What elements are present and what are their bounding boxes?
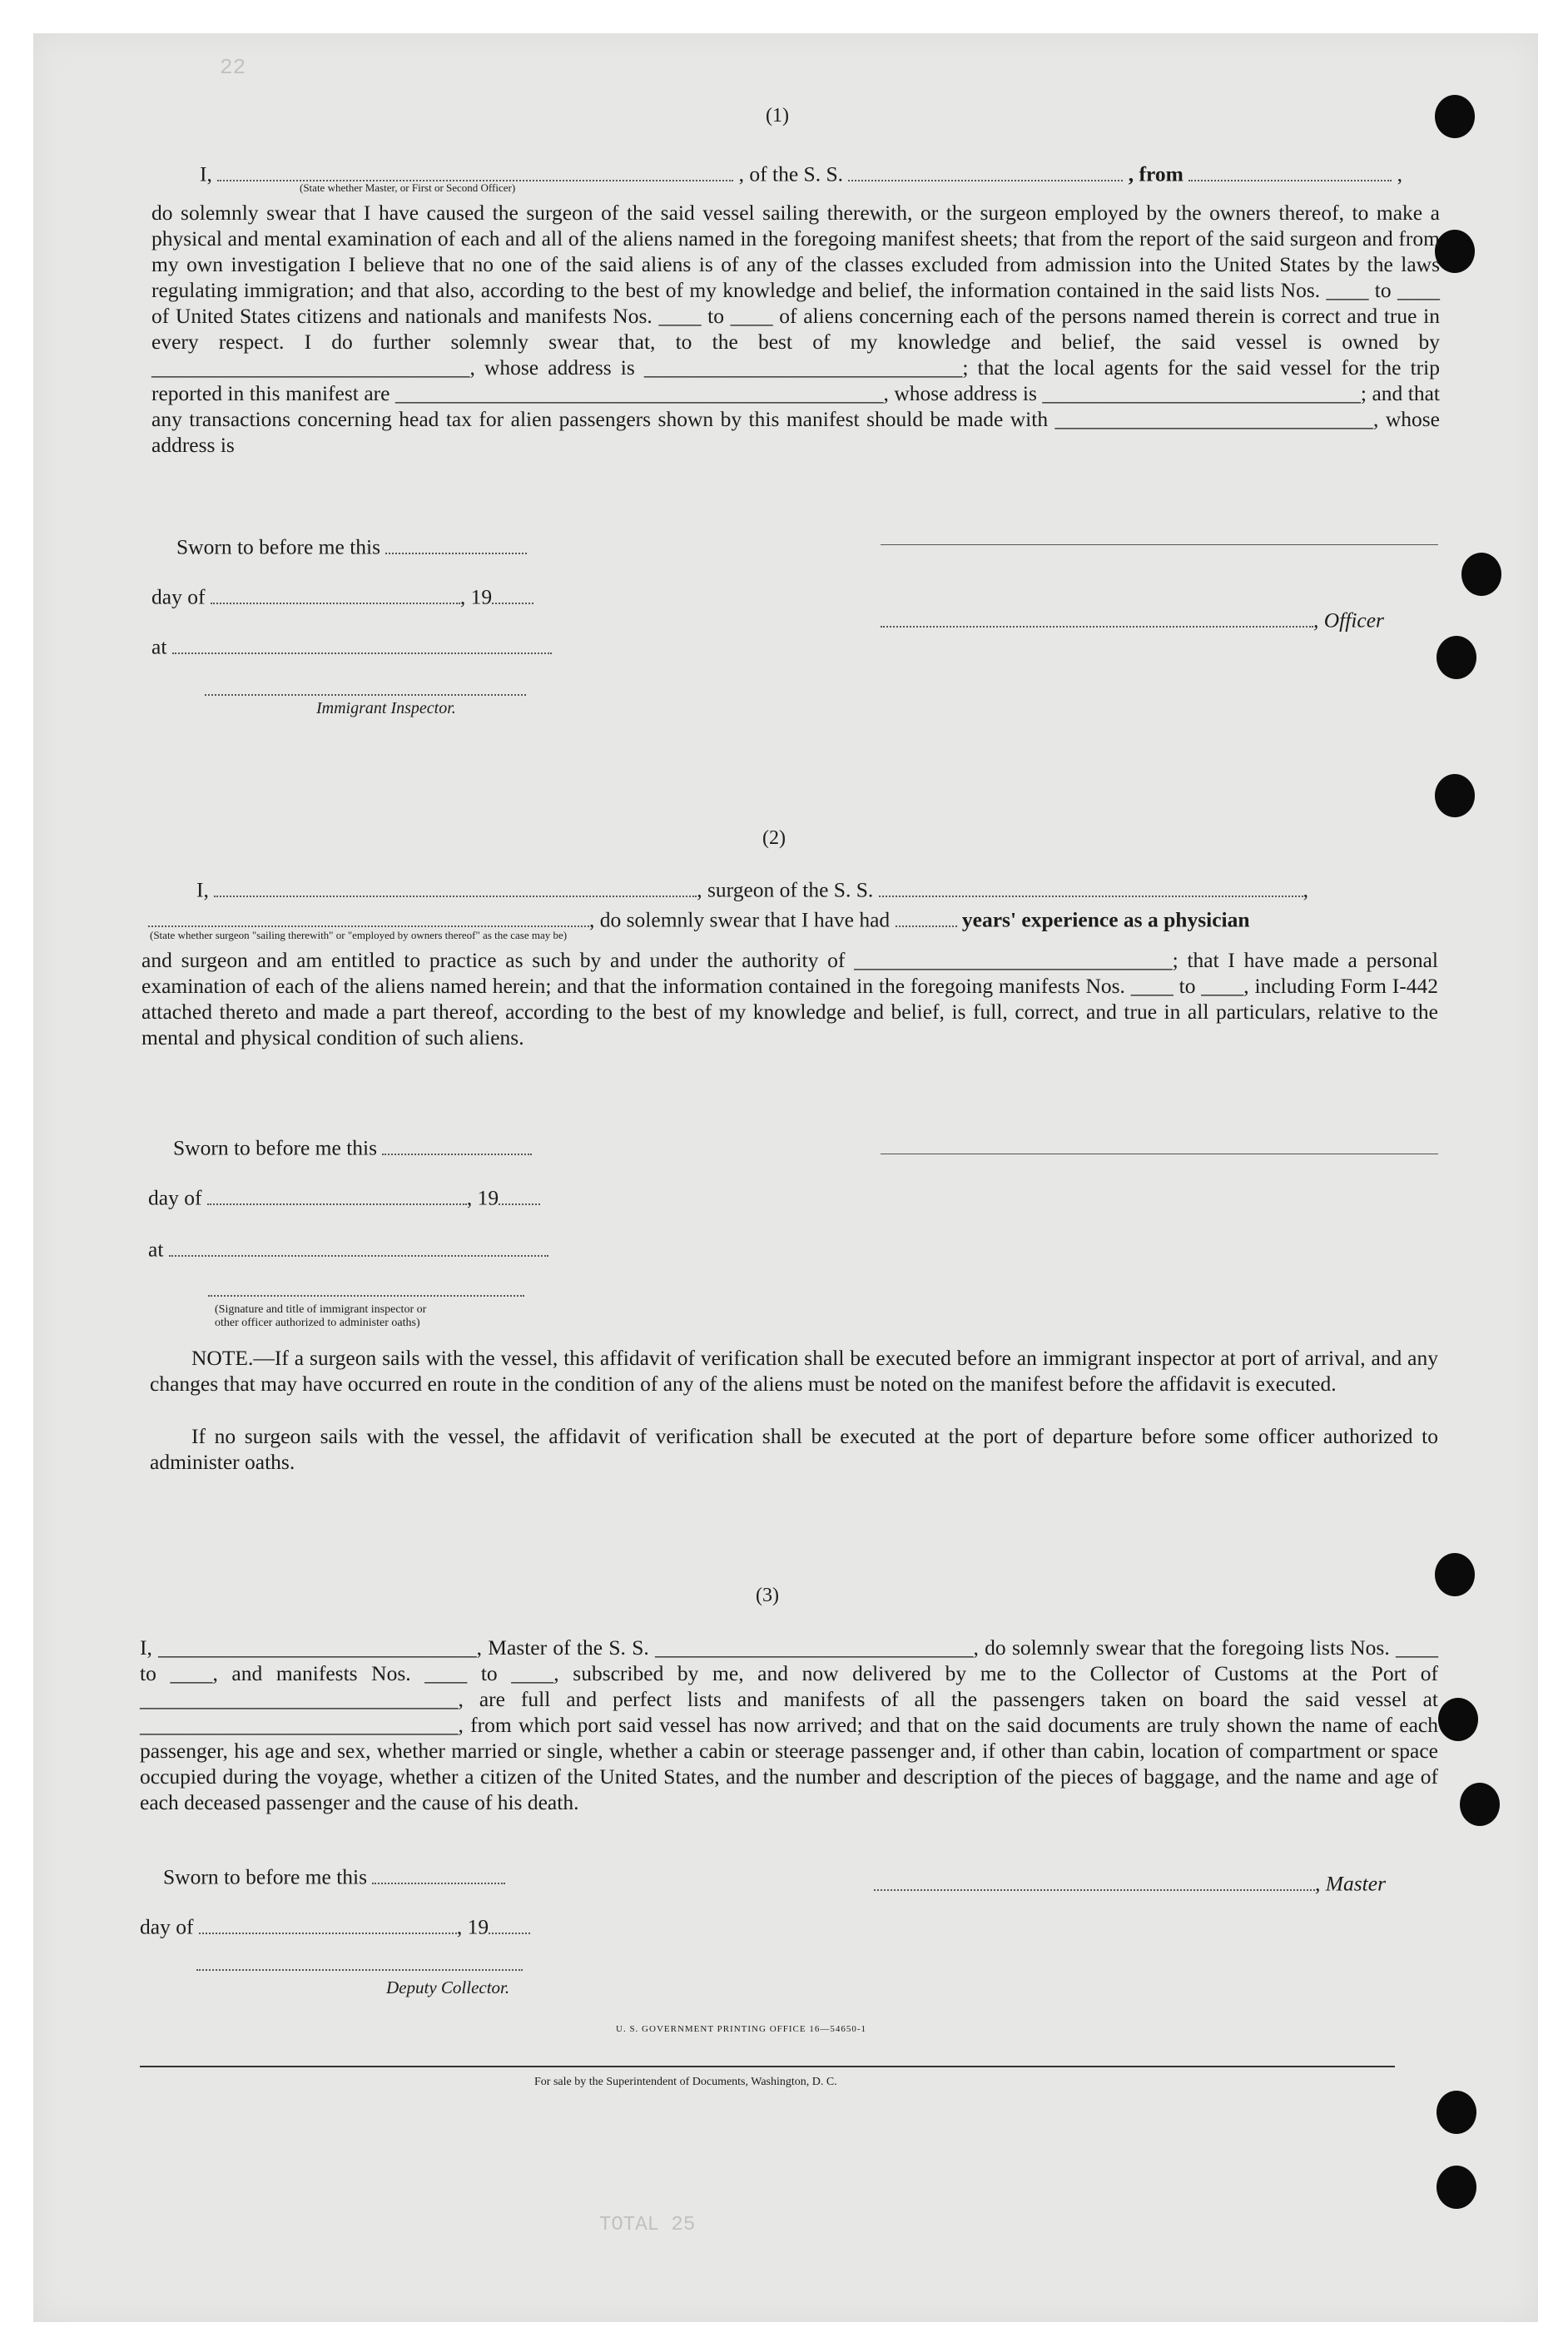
section3-day-of xyxy=(140,1911,530,1940)
section3-number: (3) xyxy=(756,1585,779,1606)
sale-notice: For sale by the Superintendent of Documents, Washington, D. C. xyxy=(534,2076,837,2088)
punch-hole xyxy=(1460,1783,1500,1826)
section1-ship-label: , of the S. S. xyxy=(738,161,844,186)
section3-body: I, ______________________________, Master of the S. S. ______________________________, do solemnly swear that the foregoing lists Nos. ____ to ____, and manifests Nos. ____ to ____, subscribed by me, and now delivered by me to the Collector of Customs at the Port of ______________________________, are full and perfect lists and manifests of all the passengers taken on board the said vessel at ______________________________, from which port said vessel has now arrived; and that on the said documents are truly shown the name of each passenger, his age and sex, whether married or single, whether a cabin or steerage passenger and, if other than cabin, location of compartment or space occupied during the voyage, whether a citizen of the United States, and the number and description of the pieces of baggage, and the name and age of each deceased passenger and the cause of his death. xyxy=(140,1635,1438,1814)
punch-hole xyxy=(1435,230,1475,273)
day-field[interactable] xyxy=(207,1182,467,1205)
section2-inspector-sig-line xyxy=(208,1295,524,1297)
section1-inspector-sig-line xyxy=(205,694,526,696)
footer-rule xyxy=(140,2066,1395,2067)
day-of-label: day of xyxy=(151,584,206,609)
section2-day-of xyxy=(148,1182,540,1211)
at-label: at xyxy=(151,634,167,659)
punch-hole xyxy=(1437,2091,1476,2134)
section3-collector-sig-line xyxy=(196,1969,523,1971)
year-label: , 19 xyxy=(459,584,493,609)
punch-hole xyxy=(1461,553,1501,596)
section2-sworn xyxy=(173,1132,532,1161)
section2-body: and surgeon and am entitled to practice as such by and under the authority of ______________________________; that I have made a personal examination of each of the aliens named herein; and that the information contained in the foregoing manifests Nos. ____ to ____, including Form I-442 attached thereto and made a part thereof, according to the best of my knowledge and belief, is full, correct, and true in all particulars, relative to the mental and physical condition of such aliens. xyxy=(141,948,1438,1049)
section1-officer-note: (State whether Master, or First or Second Officer) xyxy=(300,181,516,194)
year-label: , 19 xyxy=(466,1185,499,1210)
day-field[interactable] xyxy=(211,581,460,604)
swear-label: , do solemnly swear that I have had xyxy=(589,907,891,932)
sworn-label: Sworn to before me this xyxy=(176,534,381,559)
section2-sig-note-1: (Signature and title of immigrant inspector or xyxy=(215,1303,427,1316)
at-field[interactable] xyxy=(172,631,552,654)
officer-signature-field[interactable] xyxy=(881,604,1313,628)
section2-note: NOTE.—If a surgeon sails with the vessel, this affidavit of verification shall be executed before an immigrant inspector at port of arrival, and any changes that may have occurred en route in the condition of any of the aliens must be noted on the manifest before the affidavit is executed. xyxy=(150,1346,1438,1396)
punch-hole xyxy=(1438,1698,1478,1741)
years-label: years' experience as a physician xyxy=(961,907,1250,932)
section1-ship-field[interactable] xyxy=(848,158,1123,181)
section2-note2: If no surgeon sails with the vessel, the affidavit of verification shall be executed at the port of departure before some officer authorized to administer oaths. xyxy=(150,1424,1438,1474)
section1-officer-sig xyxy=(881,604,1384,633)
section1-at xyxy=(151,631,552,660)
year-field[interactable] xyxy=(489,1911,530,1934)
bleed-through-page-number: 22 xyxy=(220,55,246,80)
officer-label: , Officer xyxy=(1313,608,1384,633)
section1-from-label: , from xyxy=(1128,161,1183,186)
surgeon-status-field[interactable] xyxy=(148,904,589,927)
section1-right-sig-line xyxy=(881,544,1438,545)
punch-hole xyxy=(1435,1553,1475,1596)
punch-hole xyxy=(1435,774,1475,817)
section2-at xyxy=(148,1233,548,1263)
section1-number: (1) xyxy=(766,105,789,127)
section3-master-sig xyxy=(874,1868,1386,1897)
section2-i: I, xyxy=(196,877,209,902)
section2-line1 xyxy=(196,874,1308,903)
printing-office-imprint: U. S. GOVERNMENT PRINTING OFFICE 16—54650-1 xyxy=(616,2024,867,2034)
surgeon-label: , surgeon of the S. S. xyxy=(697,877,874,902)
sworn-date-field[interactable] xyxy=(382,1132,532,1155)
sworn-date-field[interactable] xyxy=(372,1861,505,1884)
section2-number: (2) xyxy=(762,827,786,849)
years-field[interactable] xyxy=(896,904,957,927)
surgeon-ship-field[interactable] xyxy=(879,874,1303,897)
section1-body: do solemnly swear that I have caused the surgeon of the said vessel sailing therewith, or the surgeon employed by the owners thereof, to make a physical and mental examination of each and all of the aliens named in the foregoing manifest sheets; that from the report of the said surgeon and from my own investigation I believe that no one of the said aliens is of any of the classes excluded from admission into the United States by the laws regulating immigration; and that also, according to the best of my knowledge and belief, the information contained in the said lists Nos. ____ to ____ of United States citizens and nationals and manifests Nos. ____ to ____ of aliens concerning each of the persons named therein is correct and true in every respect. I do further solemnly swear that, to the best of my knowledge and belief, the said vessel is owned by ______________________________, whose address is ______________________________; that the local agents for the said vessel for the trip reported in this manifest are ______________________________________________, whose address is ______________________________; and that any transactions concerning head tax for alien passengers shown by this manifest should be made with ______________________________, whose address is xyxy=(151,201,1440,457)
master-label: , Master xyxy=(1315,1871,1386,1896)
section2-sig-note-2: other officer authorized to administer oaths) xyxy=(215,1317,420,1329)
at-label: at xyxy=(148,1237,164,1262)
punch-hole xyxy=(1437,636,1476,679)
year-label: , 19 xyxy=(456,1914,489,1939)
manifest-affidavit-page xyxy=(33,33,1538,2322)
sworn-label: Sworn to before me this xyxy=(163,1864,368,1889)
surgeon-name-field[interactable] xyxy=(214,874,697,897)
punch-hole xyxy=(1437,2166,1476,2209)
section3-sworn xyxy=(163,1861,505,1890)
master-signature-field[interactable] xyxy=(874,1868,1315,1891)
bleed-through-total: TOTAL 25 xyxy=(599,2214,696,2236)
section1-name-field[interactable] xyxy=(217,158,733,181)
at-field[interactable] xyxy=(169,1233,548,1257)
section1-from-field[interactable] xyxy=(1188,158,1392,181)
section1-sworn xyxy=(176,531,527,560)
year-field[interactable] xyxy=(499,1182,540,1205)
section1-line-end: , xyxy=(1397,161,1402,186)
punch-hole xyxy=(1435,95,1475,138)
day-of-label: day of xyxy=(148,1185,202,1210)
section3-collector: Deputy Collector. xyxy=(386,1977,510,1997)
day-field[interactable] xyxy=(199,1911,457,1934)
sworn-label: Sworn to before me this xyxy=(173,1135,378,1160)
sworn-date-field[interactable] xyxy=(385,531,527,554)
section1-i: I, xyxy=(200,161,212,186)
year-field[interactable] xyxy=(492,581,533,604)
section1-inspector: Immigrant Inspector. xyxy=(316,699,456,717)
day-of-label: day of xyxy=(140,1914,194,1939)
line-end: , xyxy=(1303,877,1309,902)
section2-surgeon-note: (State whether surgeon "sailing therewith" or "employed by owners thereof" as the case may be) xyxy=(150,929,568,941)
section1-day-of xyxy=(151,581,533,610)
